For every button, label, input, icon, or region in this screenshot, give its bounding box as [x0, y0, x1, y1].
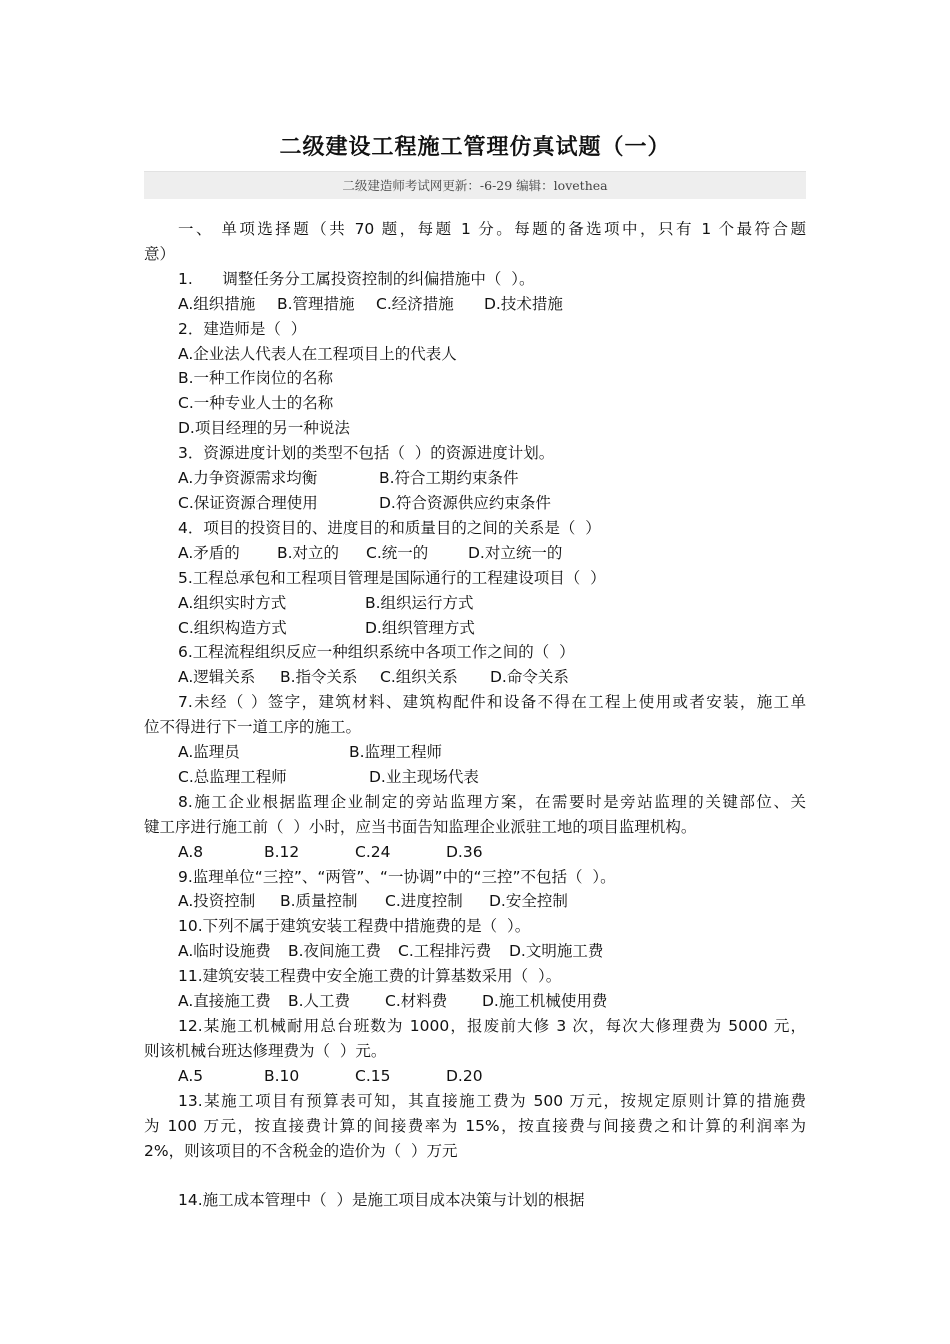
option-a: A.逻辑关系 [178, 668, 256, 687]
question-11: 11.建筑安装工程费中安全施工费的计算基数采用（ ）。 [178, 967, 562, 986]
blank-line [144, 1163, 806, 1188]
option-c: C.15 [355, 1066, 391, 1085]
question-4-options [144, 541, 806, 566]
option-c: C.保证资源合理使用 [178, 493, 318, 512]
question-2-option-b: B.一种工作岗位的名称 [178, 369, 334, 388]
option-d: D.技术措施 [484, 294, 563, 313]
question-7-cont: 位不得进行下一道工序的施工。 [144, 718, 362, 737]
option-c: C.工程排污费 [398, 942, 492, 961]
question-10: 10.下列不属于建筑安装工程费中措施费的是（ ）。 [178, 917, 531, 936]
option-c: C.进度控制 [385, 892, 463, 911]
option-d: D.文明施工费 [509, 942, 604, 961]
question-12: 12.某施工机械耐用总台班数为 1000，报废前大修 3 次，每次大修理费为 5000 元， [178, 1017, 806, 1035]
option-d: D.组织管理方式 [365, 618, 475, 637]
option-a: A.直接施工费 [178, 992, 271, 1011]
option-a: A.8 [178, 842, 204, 861]
question-11-options [144, 989, 806, 1014]
option-b: B.指令关系 [280, 668, 358, 687]
section-heading-cont: 意） [144, 244, 176, 263]
question-8-cont: 键工序进行施工前（ ）小时，应当书面告知监理企业派驻工地的项目监理机构。 [144, 817, 697, 836]
option-b: B.组织运行方式 [365, 593, 474, 612]
question-3-options-1 [144, 466, 806, 491]
option-b: B.10 [264, 1066, 300, 1085]
question-2-option-c: C.一种专业人士的名称 [178, 394, 334, 413]
option-c: C.24 [355, 842, 391, 861]
option-d: D.符合资源供应约束条件 [379, 493, 551, 512]
option-a: A.力争资源需求均衡 [178, 469, 318, 488]
option-c: C.总监理工程师 [178, 767, 287, 786]
option-d: D.20 [446, 1066, 483, 1085]
question-13-cont: 为 100 万元，按直接费计算的间接费率为 15%，按直接费与间接费之和计算的利润率为 [144, 1116, 806, 1135]
option-d: D.命令关系 [490, 668, 569, 687]
question-7-options-1 [144, 740, 806, 765]
option-a: A.监理员 [178, 743, 240, 762]
question-9: 9.监理单位“三控”、“两管”、“一协调”中的“三控”不包括（ ）。 [178, 867, 616, 886]
option-b: B.符合工期约束条件 [379, 469, 519, 488]
option-b: B.管理措施 [277, 294, 355, 313]
option-b: B.质量控制 [280, 892, 358, 911]
question-10-options [144, 939, 806, 964]
option-d: D.业主现场代表 [369, 767, 479, 786]
question-13-cont-2: 2%，则该项目的不含税金的造价为（ ）万元 [144, 1141, 458, 1160]
question-7: 7.未经（ ）签字，建筑材料、建筑构配件和设备不得在工程上使用或者安装，施工单 [178, 693, 806, 712]
question-7-options-2 [144, 765, 806, 790]
question-2: 2．建造师是（ ） [178, 319, 307, 338]
option-c: C.材料费 [385, 992, 448, 1011]
option-c: C.经济措施 [376, 294, 454, 313]
option-c: C.组织构造方式 [178, 618, 287, 637]
option-b: B.人工费 [288, 992, 351, 1011]
question-1: 1. 调整任务分工属投资控制的纠偏措施中（ ）。 [178, 269, 535, 288]
section-heading: 一、 单项选择题（共 70 题，每题 1 分。每题的备选项中，只有 1 个最符合题 [178, 220, 806, 238]
question-5-options-1 [144, 591, 806, 616]
question-12-options [144, 1064, 806, 1089]
question-list [144, 217, 806, 1213]
question-4: 4．项目的投资目的、进度目的和质量目的之间的关系是（ ） [178, 518, 601, 537]
option-a: A.组织措施 [178, 294, 256, 313]
option-b: B.监理工程师 [349, 743, 443, 762]
option-c: C.统一的 [366, 543, 429, 562]
option-a: A.临时设施费 [178, 942, 271, 961]
question-6: 6.工程流程组织反应一种组织系统中各项工作之间的（ ） [178, 643, 575, 662]
option-d: D.施工机械使用费 [482, 992, 608, 1011]
option-d: D.安全控制 [489, 892, 568, 911]
option-a: A.5 [178, 1066, 204, 1085]
option-c: C.组织关系 [380, 668, 458, 687]
question-6-options [144, 665, 806, 690]
question-3: 3．资源进度计划的类型不包括（ ）的资源进度计划。 [178, 444, 555, 463]
update-info-bar: 二级建造师考试网更新：-6-29 编辑：lovethea [144, 171, 806, 199]
question-9-options [144, 889, 806, 914]
question-2-option-d: D.项目经理的另一种说法 [178, 419, 350, 438]
document-title: 二级建设工程施工管理仿真试题（一） [279, 135, 671, 160]
question-8-options [144, 840, 806, 865]
question-5: 5.工程总承包和工程项目管理是国际通行的工程建设项目（ ） [178, 568, 606, 587]
option-b: B.夜间施工费 [288, 942, 382, 961]
question-14: 14.施工成本管理中（ ）是施工项目成本决策与计划的根据 [178, 1191, 585, 1210]
question-13: 13.某施工项目有预算表可知，其直接施工费为 500 万元，按规定原则计算的措施费 [178, 1091, 806, 1110]
option-a: A.组织实时方式 [178, 593, 287, 612]
question-1-options [144, 292, 806, 317]
option-d: D.对立统一的 [468, 543, 563, 562]
option-b: B.对立的 [277, 543, 340, 562]
option-b: B.12 [264, 842, 300, 861]
option-a: A.投资控制 [178, 892, 256, 911]
option-a: A.矛盾的 [178, 543, 240, 562]
question-5-options-2 [144, 616, 806, 641]
option-d: D.36 [446, 842, 483, 861]
question-12-cont: 则该机械台班达修理费为（ ）元。 [144, 1041, 387, 1060]
question-8: 8.施工企业根据监理企业制定的旁站监理方案，在需要时是旁站监理的关键部位、关 [178, 792, 806, 811]
question-3-options-2 [144, 491, 806, 516]
question-2-option-a: A.企业法人代表人在工程项目上的代表人 [178, 344, 457, 363]
